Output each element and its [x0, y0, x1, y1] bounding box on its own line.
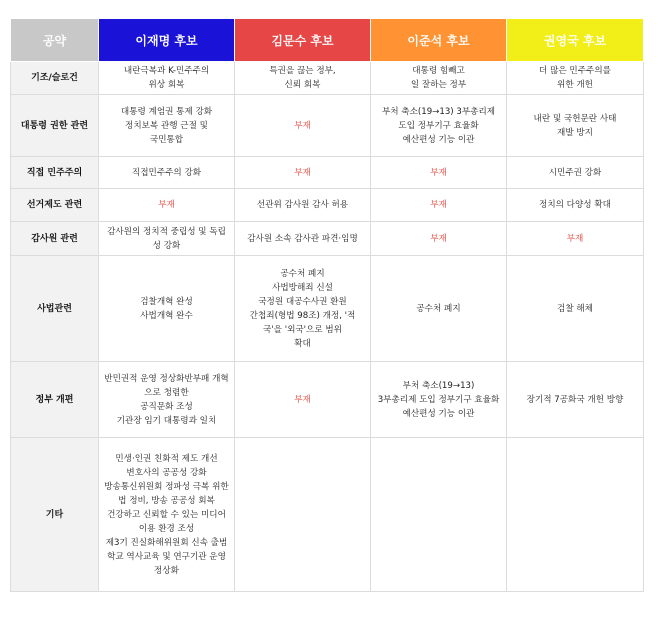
pledge-cell-candidate-4	[507, 157, 644, 189]
pledge-text-line: 감사원 소속 감사관 파견·임명	[247, 233, 358, 244]
pledge-cell-candidate-4	[507, 62, 644, 95]
pledge-text-line: 예산편성 기능 이관	[402, 408, 475, 419]
pledge-text-line: 검찰 해체	[557, 303, 593, 314]
table-row	[11, 256, 644, 362]
pledge-text-line: 검찰개혁 완성	[140, 296, 193, 307]
pledge-text-line: 부재	[430, 233, 447, 244]
header-candidate-2: 김문수 후보	[235, 19, 371, 62]
pledge-text-line: 재발 방지	[557, 127, 593, 138]
row-label: 선거제도 관련	[11, 189, 99, 222]
pledge-text-line: 부재	[430, 167, 447, 178]
table-row	[11, 438, 644, 592]
pledge-text-line: 반민권적 운영 정상화반부패 개혁	[104, 373, 229, 384]
pledge-cell-candidate-4	[507, 362, 644, 438]
pledge-cell-candidate-1	[99, 95, 235, 157]
pledge-text-line: 확대	[294, 338, 311, 349]
header-row	[11, 19, 644, 62]
pledge-text-line: 부재	[566, 233, 584, 244]
pledge-cell-candidate-3	[371, 189, 507, 222]
pledge-text-line: 예산편성 기능 이관	[402, 134, 475, 145]
pledge-text-line: 신뢰 회복	[284, 80, 321, 90]
pledge-text-line: 부재	[294, 394, 311, 405]
table-row	[11, 362, 644, 438]
pledge-text-line: 방송통신위원회 정파성 극복 위한	[104, 481, 229, 492]
pledge-cell-candidate-3	[371, 256, 507, 362]
pledge-text-line: 정치의 다양성 확대	[539, 200, 611, 210]
pledge-text-line: 변호사의 공공성 강화	[126, 467, 207, 478]
pledge-text-line: 성 강화	[152, 240, 181, 251]
pledge-cell-candidate-4	[507, 222, 644, 256]
pledge-text-line: 국민통합	[149, 134, 184, 145]
pledge-cell-candidate-1	[99, 256, 235, 362]
pledge-text-line: 공수처 폐지	[416, 303, 461, 314]
table-body	[11, 62, 644, 592]
pledge-cell-candidate-1	[99, 438, 235, 592]
pledge-text-line: 도입 정부기구 효율화	[398, 120, 479, 131]
row-label: 감사원 관련	[11, 222, 99, 256]
pledge-text-line: 내란극복과 K-민주주의	[123, 66, 210, 76]
pledge-text-line: 감사원의 정치적 중립성 및 독립	[107, 226, 226, 237]
row-label: 기조/슬로건	[11, 62, 99, 95]
header-candidate-4: 권영국 후보	[507, 19, 644, 62]
header-candidate-3: 이준석 후보	[371, 19, 507, 62]
pledge-text-line: 국'을 '외국'으로 범위	[263, 324, 342, 335]
pledge-text-line: 일 잘하는 정부	[410, 80, 467, 90]
pledge-cell-candidate-4	[507, 256, 644, 362]
pledge-comparison-table	[10, 18, 644, 592]
pledge-comparison-table-wrapper	[10, 18, 643, 592]
pledge-text-line: 사법개혁 완수	[140, 310, 193, 321]
pledge-text-line: 더 많은 민주주의를	[539, 66, 611, 76]
pledge-text-line: 부처 축소(19→13)	[402, 380, 475, 391]
pledge-text-line: 내란 및 국헌문란 사태	[533, 113, 617, 124]
pledge-text-line: 부재	[294, 167, 311, 178]
pledge-text-line: 법 정비, 방송 공공성 회복	[118, 495, 215, 506]
pledge-cell-candidate-4	[507, 189, 644, 222]
pledge-text-line: 국정원 대공수사권 환원	[258, 296, 347, 307]
pledge-cell-candidate-2	[235, 362, 371, 438]
header-label-cell: 공약	[11, 19, 99, 62]
pledge-cell-candidate-3	[371, 62, 507, 95]
row-label: 대통령 권한 관련	[11, 95, 99, 157]
table-row	[11, 157, 644, 189]
pledge-cell-candidate-1	[99, 157, 235, 189]
pledge-text-line: 기관장 임기 대통령과 일치	[116, 415, 217, 426]
pledge-text-line: 선관위 감사원 감사 허용	[256, 200, 349, 210]
row-label: 사법관련	[11, 256, 99, 362]
pledge-text-line: 시민주권 강화	[548, 167, 602, 178]
pledge-text-line: 3부총리제 도입 정부기구 효율화	[377, 394, 500, 405]
pledge-cell-candidate-2	[235, 222, 371, 256]
pledge-text-line: 제3기 진실화해위원회 신속 출범	[105, 537, 228, 548]
pledge-cell-candidate-2	[235, 157, 371, 189]
table-row	[11, 189, 644, 222]
pledge-cell-candidate-3	[371, 362, 507, 438]
row-label: 직접 민주주의	[11, 157, 99, 189]
pledge-text-line: 정치보복 관행 근절 및	[125, 120, 208, 131]
pledge-cell-candidate-2	[235, 62, 371, 95]
pledge-cell-candidate-1	[99, 189, 235, 222]
pledge-text-line: 직접민주주의 강화	[131, 167, 202, 178]
pledge-text-line: 위상 회복	[148, 80, 185, 90]
pledge-cell-candidate-1	[99, 222, 235, 256]
table-row	[11, 222, 644, 256]
pledge-cell-candidate-4	[507, 95, 644, 157]
pledge-text-line: 건강하고 신뢰할 수 있는 미디어	[107, 509, 226, 520]
pledge-text-line: 정상화	[154, 565, 179, 576]
pledge-text-line: 학교 역사교육 및 연구기관 운영	[107, 551, 226, 562]
pledge-text-line: 대통령 계엄권 통제 강화	[120, 106, 213, 117]
table-row	[11, 62, 644, 95]
row-label: 정부 개편	[11, 362, 99, 438]
pledge-text-line: 으로 청렴한	[144, 387, 189, 398]
row-label: 기타	[11, 438, 99, 592]
pledge-text-line: 간첩죄(형법 98조) 개정, '적	[249, 310, 356, 321]
pledge-cell-candidate-3	[371, 95, 507, 157]
pledge-cell-candidate-3	[371, 438, 507, 592]
pledge-text-line: 장기적 7공화국 개헌 방향	[526, 394, 624, 405]
pledge-text-line: 특권을 끊는 정부,	[269, 66, 336, 76]
pledge-text-line: 부처 축소(19→13) 3부총리제	[381, 106, 496, 117]
pledge-cell-candidate-4	[507, 438, 644, 592]
header-candidate-1: 이재명 후보	[99, 19, 235, 62]
pledge-cell-candidate-1	[99, 362, 235, 438]
pledge-text-line: 위한 개헌	[557, 80, 593, 90]
pledge-text-line: 공수처 폐지	[280, 268, 325, 279]
pledge-text-line: 대통령 힘빼고	[412, 66, 465, 76]
pledge-text-line: 이용 환경 조성	[138, 523, 195, 534]
pledge-text-line: 부재	[294, 120, 311, 131]
pledge-text-line: 공직문화 조성	[140, 401, 193, 412]
pledge-text-line: 민생·인권 친화적 제도 개선	[115, 453, 218, 464]
pledge-text-line: 사법방해죄 신설	[272, 282, 333, 293]
pledge-cell-candidate-1	[99, 62, 235, 95]
pledge-cell-candidate-3	[371, 222, 507, 256]
table-row	[11, 95, 644, 157]
pledge-cell-candidate-2	[235, 95, 371, 157]
pledge-cell-candidate-2	[235, 438, 371, 592]
pledge-cell-candidate-2	[235, 256, 371, 362]
pledge-cell-candidate-2	[235, 189, 371, 222]
pledge-cell-candidate-3	[371, 157, 507, 189]
pledge-text-line: 부재	[158, 200, 175, 210]
pledge-text-line: 부재	[430, 200, 447, 210]
